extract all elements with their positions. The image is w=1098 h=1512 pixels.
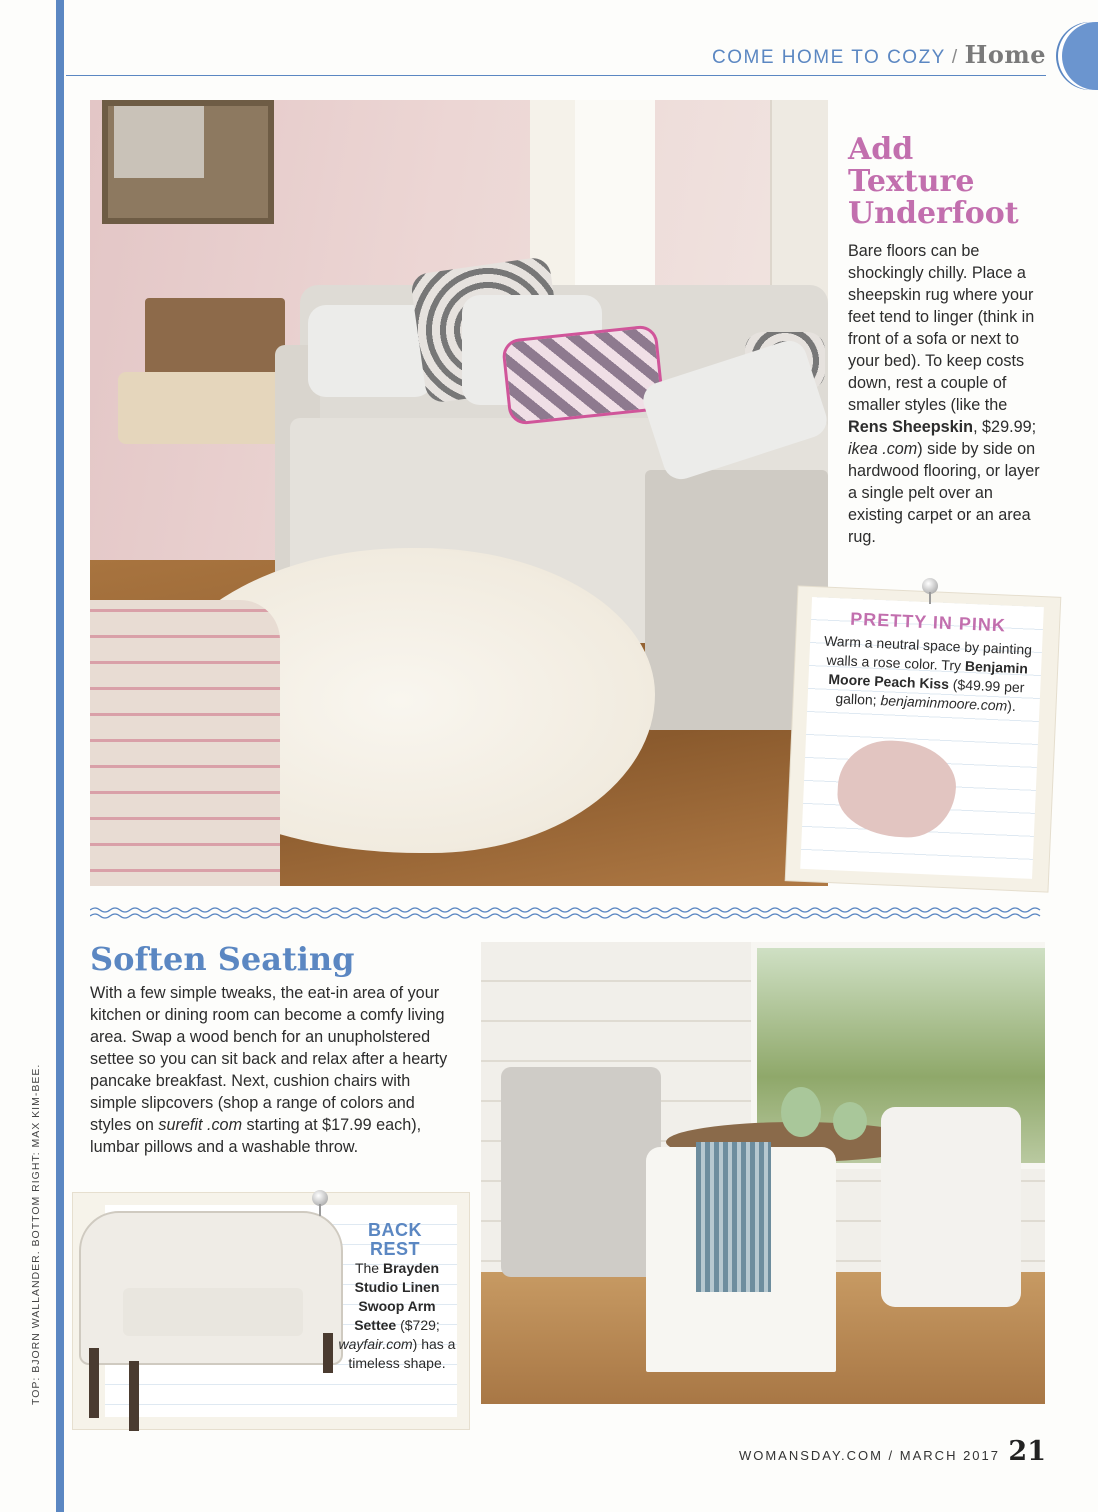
tip-text-part: ($729;	[396, 1317, 440, 1333]
website: ikea .com	[848, 440, 918, 458]
tip-text-part: ) has a timeless shape.	[348, 1336, 456, 1371]
settee-seat	[123, 1288, 303, 1336]
tip-card-back-rest	[73, 1193, 469, 1429]
blue-throw	[696, 1142, 771, 1292]
feature-body-seating	[90, 982, 460, 1158]
section-tab	[1062, 22, 1098, 90]
tip-text-part: ($49.99 per gallon;	[835, 676, 1025, 709]
title-line-3: Underfoot	[848, 196, 1019, 231]
section-name: Home	[964, 40, 1046, 69]
product-name: Brayden Studio Linen Swoop Arm Settee	[354, 1260, 440, 1333]
left-margin-rule	[56, 0, 64, 1512]
footer-divider: /	[888, 1448, 895, 1463]
ottoman	[118, 372, 298, 444]
tip-title-line: REST	[369, 1239, 420, 1259]
section-kicker: COME HOME TO COZY	[712, 47, 946, 68]
settee-leg	[129, 1361, 139, 1431]
wavy-divider	[90, 906, 1045, 920]
green-vase-small	[833, 1102, 867, 1140]
title-line-2: Texture	[848, 164, 975, 199]
plain-pillow	[308, 305, 433, 397]
photo-credit: TOP: BJORN WALLANDER. BOTTOM RIGHT: MAX KIM-BEE.	[30, 1063, 42, 1405]
tip-text	[337, 1259, 457, 1373]
footer-issue: MARCH 2017	[899, 1448, 1000, 1463]
tip-title-line: BACK	[368, 1220, 422, 1240]
pushpin-needle	[929, 592, 931, 604]
body-text: ) side by side on hardwood flooring, or layer a single pelt over an existing carpet or an area rug.	[848, 440, 1040, 546]
body-text: Bare floors can be shockingly chilly. Place a sheepskin rug where your feet tend to linger (think in front of a sofa or next to your bed). To keep costs down, rest a couple of smaller styles (like the	[848, 242, 1035, 414]
footer-site: WOMANSDAY.COM	[738, 1448, 883, 1463]
website: surefit .com	[158, 1116, 243, 1134]
mirror-glass	[114, 106, 204, 178]
tip-text	[817, 631, 1036, 716]
tip-text-part: ).	[1006, 697, 1017, 715]
dining-nook-photo	[481, 942, 1045, 1404]
upholstered-settee	[501, 1067, 661, 1277]
tip-card-pretty-in-pink	[786, 586, 1061, 891]
website: wayfair.com	[338, 1336, 413, 1352]
tip-title: PRETTY IN PINK	[849, 608, 1007, 636]
tip-title	[345, 1221, 445, 1259]
body-text: With a few simple tweaks, the eat-in area of your kitchen or dining room can become a comfy living area. Swap a wood bench for an unupholstered settee so you can sit back and relax after a hearty pancake breakfast. Next, cushion chairs with simple slipcovers (shop a range of colors and styles on	[90, 984, 448, 1134]
slipcovered-chair-right	[881, 1107, 1021, 1307]
section-header	[712, 40, 1046, 69]
feature-title-seating: Soften Seating	[90, 940, 355, 978]
wicker-basket	[145, 298, 285, 383]
tip-text-part: The	[354, 1260, 383, 1276]
tip-text-part: Warm a neutral space by painting walls a rose color. Try	[823, 632, 1033, 674]
settee-leg	[323, 1333, 333, 1373]
header-divider: /	[951, 47, 959, 68]
green-vase	[781, 1087, 821, 1137]
page-footer	[739, 1448, 1000, 1463]
product-name: Benjamin Moore Peach Kiss	[828, 657, 1029, 693]
title-line-1: Add	[848, 132, 914, 167]
page-number: 21	[1008, 1436, 1046, 1467]
body-text: starting at $17.99 each), lumbar pillows and a washable throw.	[90, 1116, 422, 1156]
pushpin-needle	[319, 1204, 321, 1216]
living-room-photo	[90, 100, 828, 886]
body-text: , $29.99;	[973, 418, 1037, 436]
pink-trim-pillow	[501, 324, 665, 426]
header-rule	[66, 75, 1046, 76]
website: benjaminmoore.com	[880, 692, 1008, 714]
feature-body-texture	[848, 240, 1048, 548]
settee-leg	[89, 1348, 99, 1418]
product-name: Rens Sheepskin	[848, 418, 974, 436]
feature-title-texture	[848, 134, 1019, 230]
striped-blanket	[90, 600, 280, 886]
